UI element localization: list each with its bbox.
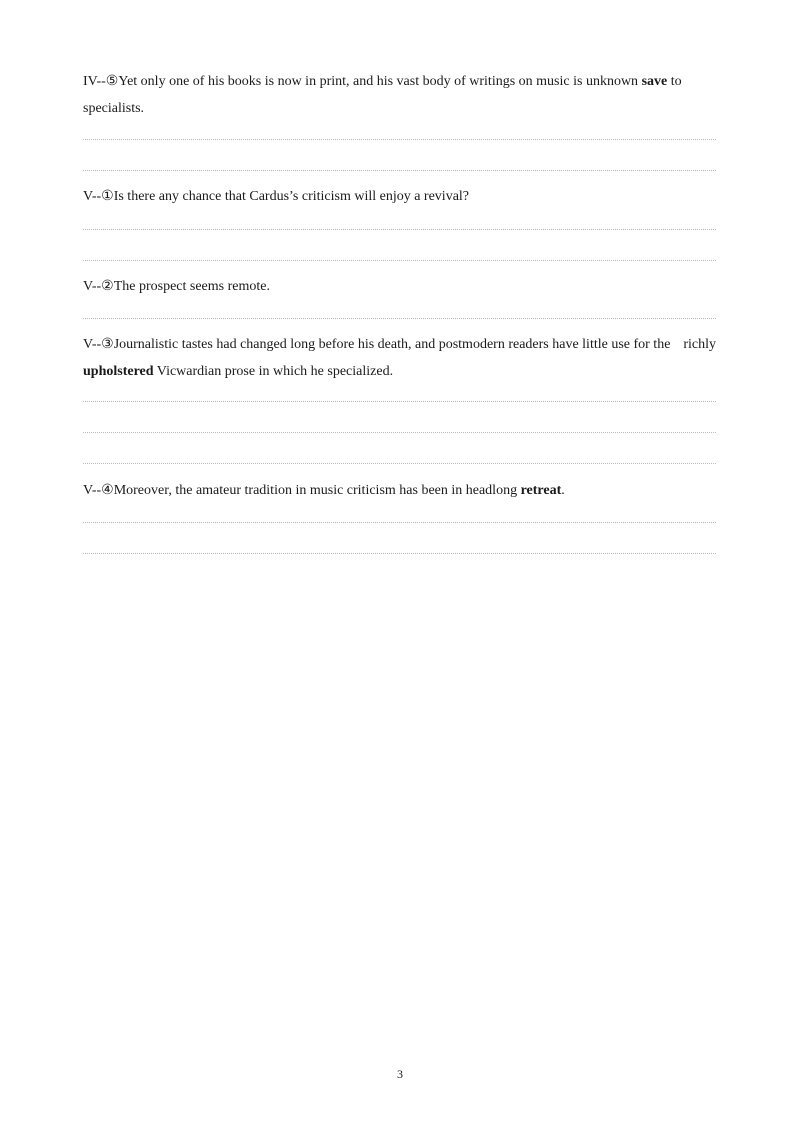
answer-line <box>83 553 716 554</box>
answer-line <box>83 229 716 230</box>
answer-line <box>83 318 716 319</box>
answer-line <box>83 260 716 261</box>
keyword-retreat: retreat <box>520 483 562 498</box>
answer-line <box>83 522 716 523</box>
answer-line <box>83 432 716 433</box>
answer-line <box>83 401 716 402</box>
answer-line <box>83 170 716 171</box>
page-number: 3 <box>397 1067 403 1081</box>
sentence-v-3-line-2: upholstered Vicwardian prose in which he specialized. <box>83 364 394 379</box>
sentence-v-4: V--④Moreover, the amateur tradition in music criticism has been in headlong retreat. <box>83 483 565 498</box>
keyword-save: save <box>641 74 668 89</box>
sentence-v-1: V--①Is there any chance that Cardus’s criticism will enjoy a revival? <box>83 189 470 204</box>
answer-line <box>83 139 716 140</box>
keyword-upholstered: upholstered <box>83 364 154 379</box>
sentence-v-3-line-1: V--③Journalistic tastes had changed long before his death, and postmodern readers have little use for the richly <box>83 337 716 352</box>
answer-line <box>83 463 716 464</box>
sentence-iv-5-line-2: specialists. <box>83 101 145 116</box>
sentence-v-2: V--②The prospect seems remote. <box>83 279 270 294</box>
sentence-iv-5-line-1: IV--⑤Yet only one of his books is now in print, and his vast body of writings on music is unknown save to <box>83 74 682 89</box>
